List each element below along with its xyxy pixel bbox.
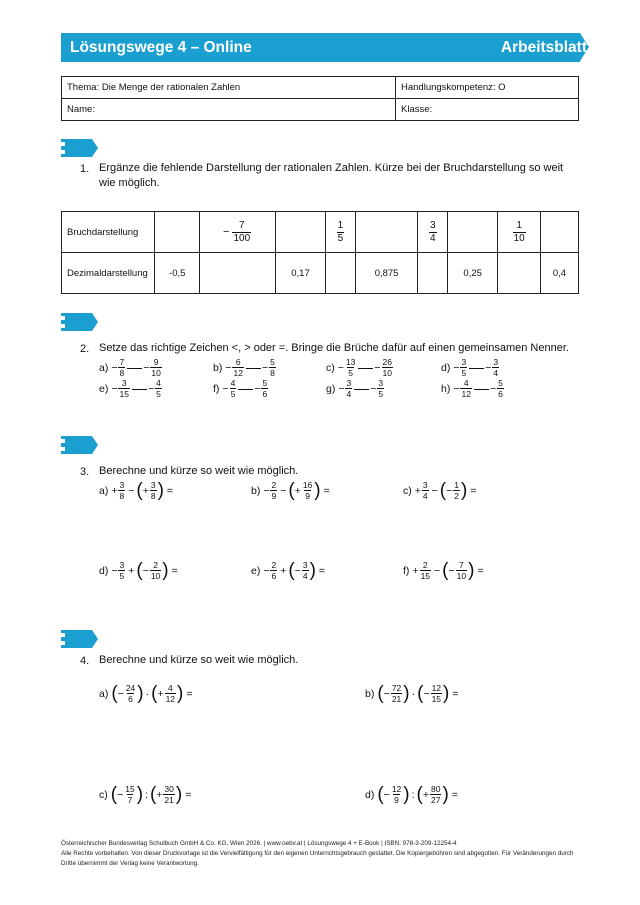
fraction-cell[interactable] [275, 212, 325, 253]
operator: + [128, 564, 135, 577]
close-paren: ) [137, 683, 144, 704]
calculation-item [99, 784, 191, 805]
calculation-item [251, 480, 330, 501]
row-label-decimal: Dezimaldarstellung [62, 253, 155, 294]
close-paren: ) [403, 784, 410, 805]
fraction [420, 560, 431, 581]
denominator: 6 [128, 694, 133, 704]
question-1-number: 1. [80, 163, 90, 175]
numerator: 26 [382, 357, 392, 367]
comparison-item: c) − $\frac{13}{5}$ − $\frac{26}{10}$ [326, 357, 392, 378]
denominator: 5 [119, 571, 125, 581]
numerator: 3 [493, 357, 499, 367]
numerator: 6 [235, 357, 241, 367]
denominator: 10 [382, 368, 392, 378]
denominator: 4 [346, 389, 352, 399]
numerator: 72 [391, 683, 402, 693]
question-4-text: Berechne und kürze so weit wie möglich. [99, 654, 299, 666]
comparison-item: a) − $\frac{7}{8}$ − $\frac{9}{10}$ [99, 357, 161, 378]
fraction [453, 480, 460, 501]
open-paren: ( [151, 683, 158, 704]
sign: − [263, 484, 270, 497]
numerator: 4 [167, 683, 173, 693]
sign: − [117, 687, 124, 700]
numerator: 2 [271, 480, 277, 490]
equals-sign: = [166, 484, 174, 497]
item-label: e) [251, 564, 261, 577]
equals-sign: = [323, 484, 330, 497]
sign: − [142, 564, 149, 577]
sign: − [263, 564, 270, 577]
class-field[interactable]: Klasse: [396, 99, 579, 121]
item-label: d) [99, 564, 109, 577]
numerator: 3 [119, 560, 125, 570]
header-doc-type: Arbeitsblatt [500, 39, 587, 56]
sign: + [412, 564, 419, 577]
numerator: 4 [156, 378, 161, 388]
item-label: h) [441, 382, 451, 395]
sign: + [294, 484, 301, 497]
fraction-cell: $\frac{3}{4}$ [418, 212, 447, 253]
question-2-number: 2. [80, 343, 90, 355]
item-label: b) [251, 484, 261, 497]
numerator: 2 [153, 560, 158, 570]
item-label: c) [403, 484, 412, 497]
numerator: 3 [150, 480, 156, 490]
sign: − [383, 788, 390, 801]
table-row [62, 212, 579, 253]
sign: + [422, 788, 429, 801]
equals-sign: = [451, 788, 458, 801]
fraction-cell[interactable] [447, 212, 497, 253]
fraction [124, 784, 135, 805]
denominator: 4 [493, 368, 499, 378]
comparison-item: h) − $\frac{4}{12}$ − $\frac{5}{6}$ [441, 378, 503, 399]
numerator: 2 [422, 560, 428, 570]
fraction [391, 784, 402, 805]
numerator: 5 [270, 357, 275, 367]
name-field[interactable]: Name: [62, 99, 396, 121]
denominator: 8 [119, 491, 125, 501]
item-label: c) [326, 361, 335, 374]
numerator: 3 [461, 357, 467, 367]
section-marker-3 [61, 436, 98, 454]
sign: − [448, 564, 455, 577]
fraction [230, 378, 237, 399]
decimal-cell: 0,875 [355, 253, 418, 294]
calculation-item [403, 480, 476, 501]
denominator: 10 [151, 368, 161, 378]
operator: : [145, 788, 148, 801]
sign: − [294, 564, 301, 577]
fraction [118, 357, 125, 378]
comparison-item: d) − $\frac{3}{5}$ − $\frac{3}{4}$ [441, 357, 499, 378]
denominator: 8 [119, 368, 125, 378]
fraction [165, 683, 176, 704]
operator: − [434, 564, 441, 577]
operator: + [280, 564, 287, 577]
denominator: 15 [119, 389, 129, 399]
denominator: 4 [422, 491, 428, 501]
fraction [118, 480, 125, 501]
sign: + [156, 788, 163, 801]
sign: − [111, 564, 118, 577]
fraction [270, 560, 277, 581]
close-paren: ) [162, 560, 169, 581]
operator: − [128, 484, 135, 497]
fraction [232, 357, 243, 378]
item-label: f) [213, 382, 220, 395]
open-paren: ( [288, 560, 295, 581]
fraction [497, 378, 504, 399]
fraction [118, 560, 125, 581]
fraction-cell[interactable] [155, 212, 200, 253]
numerator: 4 [230, 378, 236, 388]
numerator: 13 [345, 357, 356, 367]
sign: + [142, 484, 149, 497]
close-paren: ) [443, 683, 450, 704]
footer-publisher: Österreichischer Bundesverlag Schulbuch GmbH & Co. KG, Wien 2026. | www.oebv.at | Lösungswege 4 + E-Book | ISBN: 978-3-209-12254-4 [61, 840, 457, 847]
denominator: 7 [127, 795, 133, 805]
section-marker-4 [61, 630, 98, 648]
close-paren: ) [177, 683, 184, 704]
question-3-number: 3. [80, 466, 90, 478]
fraction [456, 560, 467, 581]
numerator: 15 [125, 784, 135, 794]
question-2-text: Setze das richtige Zeichen <, > oder =. Bringe die Brüche dafür auf einen gemeinsamen Nenner. [99, 342, 569, 354]
sign: − [423, 687, 430, 700]
fraction [302, 560, 309, 581]
calculation-item [365, 784, 458, 805]
calculation-item [99, 560, 178, 581]
decimal-cell: -0,5 [155, 253, 200, 294]
denominator: 6 [498, 389, 503, 399]
numerator: 5 [498, 378, 503, 388]
open-paren: ( [377, 784, 384, 805]
equals-sign: = [171, 564, 178, 577]
denominator: 12 [461, 389, 471, 399]
fraction [492, 357, 499, 378]
comparison-item: f) − $\frac{4}{5}$ − $\frac{5}{6}$ [213, 378, 268, 399]
denominator: 6 [262, 389, 268, 399]
decimal-cell: 0,17 [275, 253, 325, 294]
open-paren: ( [377, 683, 384, 704]
fraction [377, 378, 384, 399]
competence-cell: Handlungskompetenz: O [396, 77, 579, 99]
close-paren: ) [403, 683, 410, 704]
denominator: 2 [454, 491, 459, 501]
decimal-cell[interactable] [200, 253, 275, 294]
denominator: 12 [165, 694, 176, 704]
operator: − [431, 484, 438, 497]
close-paren: ) [157, 480, 164, 501]
section-marker-2 [61, 313, 98, 331]
fraction-cell: $\frac{1}{10}$ [498, 212, 541, 253]
equals-sign: = [470, 484, 477, 497]
sign: + [157, 687, 164, 700]
denominator: 21 [164, 795, 174, 805]
decimal-cell[interactable] [418, 253, 447, 294]
close-paren: ) [460, 480, 468, 501]
fraction [302, 480, 313, 501]
answer-blank[interactable] [127, 367, 142, 369]
fraction [422, 480, 429, 501]
fraction [431, 683, 442, 704]
denominator: 5 [348, 368, 353, 378]
close-paren: ) [442, 784, 449, 805]
answer-blank[interactable] [132, 388, 147, 390]
footer-rights: Alle Rechte vorbehalten. Von dieser Druckvorlage ist die Vervielfältigung für den eigenen Unterrichtsgebrauch gestattet. Die Kopiergebühren sind abgegolten. Für Veränderungen durch Dritte übernimmt der Verlag keine Verantwortung. [61, 850, 574, 867]
denominator: 21 [391, 694, 402, 704]
item-label: g) [326, 382, 336, 395]
decimal-cell[interactable] [498, 253, 541, 294]
numerator: 3 [121, 378, 127, 388]
denominator: 8 [150, 491, 156, 501]
fraction [150, 357, 161, 378]
fraction-cell[interactable] [540, 212, 578, 253]
item-label: b) [213, 361, 223, 374]
numerator: 7 [119, 357, 125, 367]
numerator: 3 [302, 560, 308, 570]
sign: + [414, 484, 421, 497]
numerator: 4 [463, 378, 469, 388]
answer-blank[interactable] [469, 367, 484, 369]
fraction [391, 683, 402, 704]
fraction [345, 378, 352, 399]
calculation-item [251, 560, 325, 581]
fraction [460, 378, 471, 399]
denominator: 5 [461, 368, 467, 378]
numerator: 3 [422, 480, 428, 490]
numerator: 3 [378, 378, 384, 388]
open-paren: ( [417, 683, 424, 704]
denominator: 9 [305, 491, 310, 501]
fraction [125, 683, 136, 704]
question-1-text: Ergänze die fehlende Darstellung der rationalen Zahlen. Kürze bei der Bruchdarstellung so weit wie möglich. [99, 162, 564, 189]
operator: − [280, 484, 287, 497]
answer-blank[interactable] [246, 367, 261, 369]
fraction [150, 560, 161, 581]
fraction [163, 784, 174, 805]
comparison-item: g) − $\frac{3}{4}$ − $\frac{3}{5}$ [326, 378, 384, 399]
denominator: 10 [150, 571, 161, 581]
open-paren: ( [111, 683, 118, 704]
denominator: 27 [431, 795, 441, 805]
equals-sign: = [186, 687, 193, 700]
item-label: f) [403, 564, 410, 577]
fraction [270, 480, 277, 501]
open-paren: ( [442, 560, 449, 581]
denominator: 5 [230, 389, 236, 399]
close-paren: ) [175, 784, 183, 805]
numerator: 16 [302, 480, 313, 490]
fraction [460, 357, 467, 378]
denominator: 9 [394, 795, 399, 805]
denominator: 9 [271, 491, 277, 501]
item-label: a) [99, 484, 109, 497]
open-paren: ( [149, 784, 157, 805]
open-paren: ( [136, 560, 143, 581]
table-row [62, 253, 579, 294]
equals-sign: = [185, 788, 192, 801]
numerator: 12 [431, 683, 442, 693]
decimal-cell: 0,4 [540, 253, 578, 294]
operator: · [411, 687, 416, 700]
calculation-item [403, 560, 484, 581]
item-label: a) [99, 361, 109, 374]
operator: · [145, 687, 150, 700]
denominator: 5 [378, 389, 384, 399]
numerator: 7 [459, 560, 464, 570]
denominator: 15 [420, 571, 431, 581]
item-label: c) [99, 788, 108, 801]
fraction [345, 357, 356, 378]
sign: − [446, 484, 453, 497]
answer-blank[interactable] [354, 388, 369, 390]
close-paren: ) [468, 560, 475, 581]
calculation-item [365, 683, 459, 704]
denominator: 8 [270, 368, 275, 378]
denominator: 4 [302, 571, 308, 581]
denominator: 5 [156, 389, 161, 399]
denominator: 6 [271, 571, 277, 581]
denominator: 15 [431, 694, 442, 704]
fraction [118, 378, 129, 399]
header-title: Lösungswege 4 – Online [70, 39, 252, 56]
equals-sign: = [318, 564, 326, 577]
numerator: 3 [346, 378, 352, 388]
calculation-item [99, 683, 193, 704]
fraction [269, 357, 276, 378]
numerator: 12 [391, 784, 402, 794]
info-table [61, 76, 579, 121]
decimal-cell[interactable] [326, 253, 355, 294]
decimal-cell: 0,25 [447, 253, 497, 294]
section-marker-1 [61, 139, 98, 157]
close-paren: ) [309, 560, 316, 581]
operator: : [411, 788, 415, 801]
calculation-item [99, 480, 173, 501]
comparison-item: e) − $\frac{3}{15}$ − $\frac{4}{5}$ [99, 378, 161, 399]
open-paren: ( [439, 480, 447, 501]
open-paren: ( [288, 480, 295, 501]
open-paren: ( [110, 784, 118, 805]
close-paren: ) [136, 784, 144, 805]
item-label: e) [99, 382, 109, 395]
numerator: 9 [153, 357, 159, 367]
question-3-text: Berechne und kürze so weit wie möglich. [99, 465, 299, 477]
fraction-cell: − $\frac{7}{100}$ [200, 212, 275, 253]
answer-blank[interactable] [238, 388, 253, 390]
item-label: a) [99, 687, 109, 700]
equals-sign: = [477, 564, 484, 577]
numerator: 5 [262, 378, 268, 388]
fraction-cell: $\frac{1}{5}$ [326, 212, 355, 253]
footer [61, 839, 586, 869]
fraction [155, 378, 162, 399]
open-paren: ( [136, 480, 143, 501]
answer-blank[interactable] [474, 388, 489, 390]
numerator: 24 [125, 683, 136, 693]
comparison-item: b) − $\frac{6}{12}$ − $\frac{5}{8}$ [213, 357, 275, 378]
numerator: 1 [454, 480, 459, 490]
fraction [261, 378, 268, 399]
numerator: 80 [431, 784, 441, 794]
sign: + [111, 484, 118, 497]
denominator: 10 [456, 571, 467, 581]
item-label: b) [365, 687, 375, 700]
answer-blank[interactable] [358, 367, 373, 369]
row-label-fraction: Bruchdarstellung [62, 212, 155, 253]
equals-sign: = [452, 687, 459, 700]
item-label: d) [441, 361, 451, 374]
fraction-table [61, 211, 579, 294]
numerator: 3 [119, 480, 125, 490]
numerator: 2 [271, 560, 277, 570]
denominator: 12 [233, 368, 243, 378]
fraction [430, 784, 441, 805]
sign: − [383, 687, 390, 700]
topic-cell: Thema: Die Menge der rationalen Zahlen [62, 77, 396, 99]
question-4-number: 4. [80, 655, 90, 667]
fraction-cell[interactable] [355, 212, 418, 253]
numerator: 30 [164, 784, 174, 794]
item-label: d) [365, 788, 375, 801]
open-paren: ( [416, 784, 423, 805]
sign: − [117, 788, 124, 801]
fraction [382, 357, 393, 378]
fraction [150, 480, 157, 501]
close-paren: ) [314, 480, 321, 501]
